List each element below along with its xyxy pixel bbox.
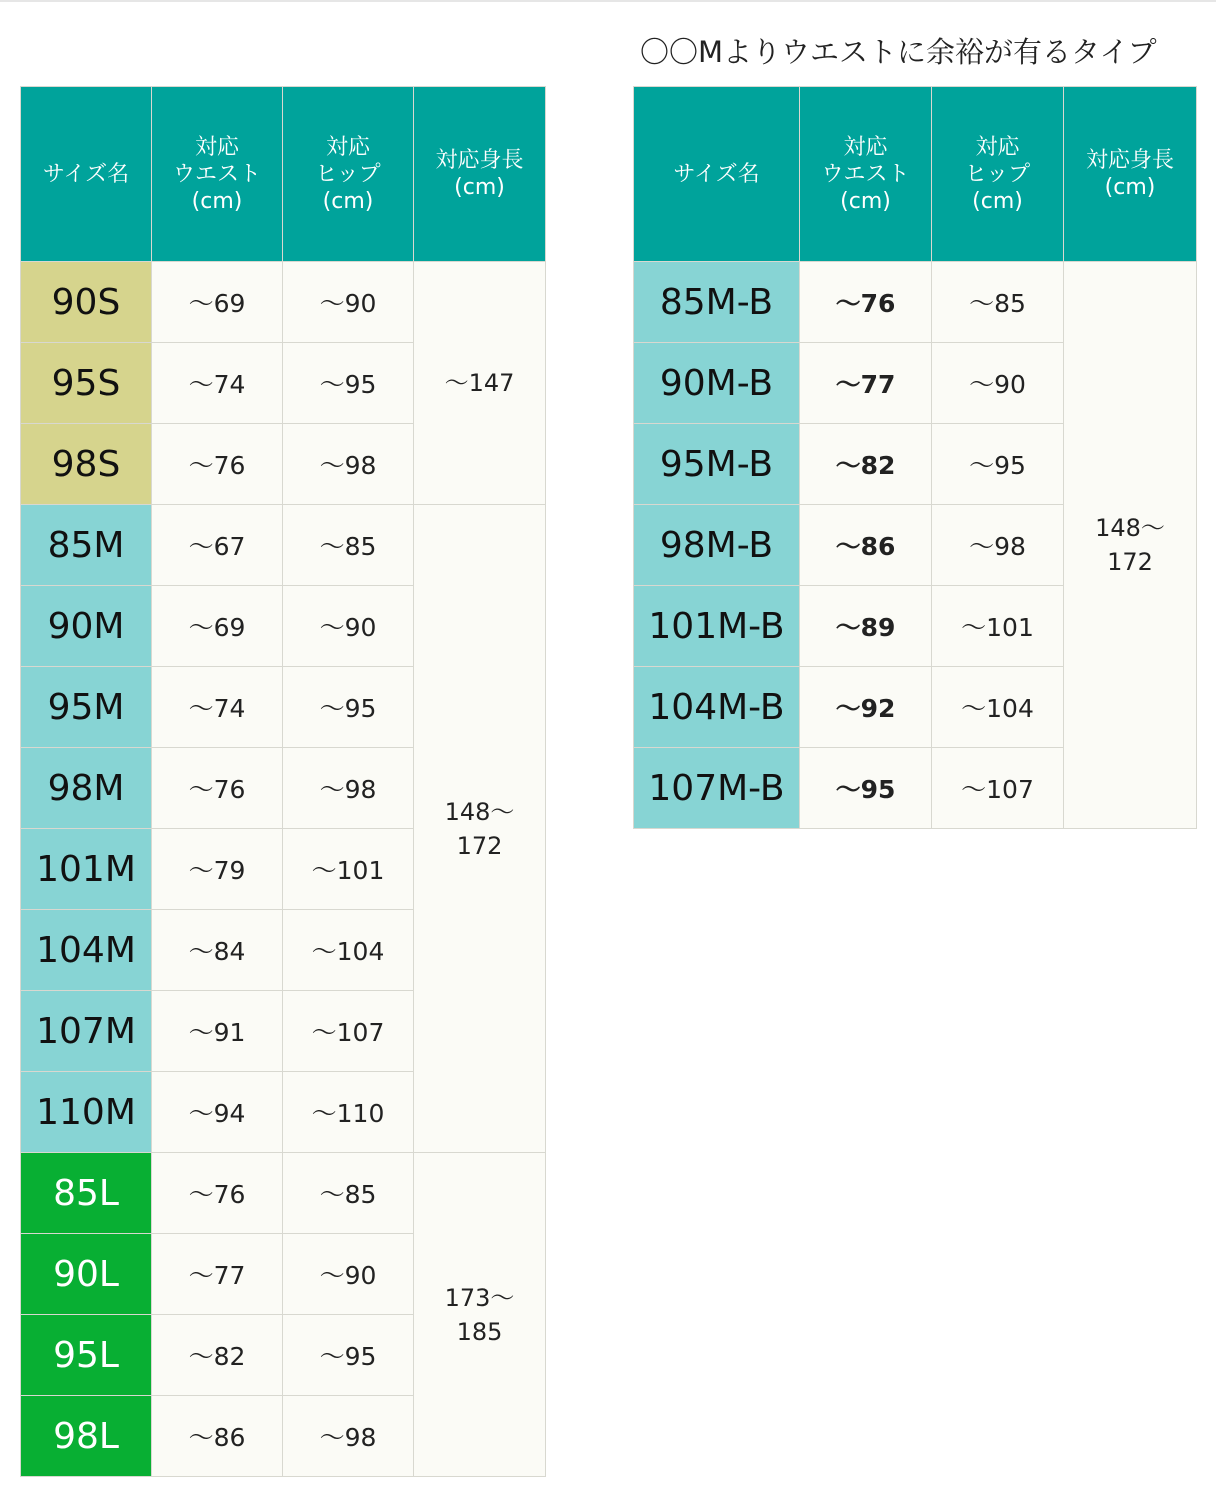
waist-header-line: (cm): [840, 188, 891, 214]
waist-header-line: ウエスト: [172, 161, 261, 187]
size-name-cell: 98L: [21, 1396, 152, 1477]
hip-cell: 〜90: [283, 262, 414, 343]
height-header-line: 対応身長: [1085, 148, 1174, 173]
size-name-header: [21, 87, 152, 262]
hip-cell: 〜85: [283, 505, 414, 586]
header-row: [21, 87, 546, 262]
hip-header-line: 対応: [325, 134, 370, 160]
height-range-cell: [414, 262, 546, 505]
waist-cell: 〜76: [152, 424, 283, 505]
height-range-line: 173〜: [444, 1283, 515, 1312]
height-range-cell: [414, 505, 546, 1153]
waist-cell: 〜82: [152, 1315, 283, 1396]
height-header: [1064, 87, 1197, 262]
hip-header-line: (cm): [972, 188, 1023, 214]
table-row: [21, 505, 546, 586]
waist-header: [152, 87, 283, 262]
hip-header: [932, 87, 1064, 262]
size-chart-b-type: [633, 86, 1197, 829]
hip-cell: 〜107: [283, 991, 414, 1072]
waist-cell: 〜82: [800, 424, 932, 505]
hip-cell: 〜95: [283, 343, 414, 424]
hip-cell: 〜90: [932, 343, 1064, 424]
size-name-cell: 104M: [21, 910, 152, 991]
height-range-line: 172: [1107, 548, 1153, 576]
hip-cell: 〜107: [932, 748, 1064, 829]
waist-cell: 〜69: [152, 262, 283, 343]
size-header-line: サイズ名: [673, 161, 760, 187]
height-range-line: 148〜: [1095, 514, 1165, 542]
size-name-cell: 85L: [21, 1153, 152, 1234]
size-name-cell: 90M-B: [634, 343, 800, 424]
size-name-cell: 85M: [21, 505, 152, 586]
waist-cell: 〜67: [152, 505, 283, 586]
size-name-cell: 98S: [21, 424, 152, 505]
hip-cell: 〜90: [283, 586, 414, 667]
height-range-line: 148〜: [444, 797, 515, 826]
height-header-line: (cm): [454, 175, 505, 200]
waist-cell: 〜92: [800, 667, 932, 748]
height-header-line: (cm): [1104, 175, 1156, 200]
waist-header-line: 対応: [194, 134, 239, 160]
hip-cell: 〜95: [283, 1315, 414, 1396]
size-name-cell: 101M-B: [634, 586, 800, 667]
hip-header: [283, 87, 414, 262]
hip-cell: 〜98: [283, 1396, 414, 1477]
hip-cell: 〜104: [283, 910, 414, 991]
table-row: [634, 262, 1197, 343]
waist-cell: 〜74: [152, 667, 283, 748]
size-name-cell: 107M: [21, 991, 152, 1072]
waist-cell: 〜69: [152, 586, 283, 667]
waist-cell: 〜77: [800, 343, 932, 424]
height-header: [414, 87, 546, 262]
hip-cell: 〜90: [283, 1234, 414, 1315]
size-name-cell: 95M-B: [634, 424, 800, 505]
size-rows: [21, 262, 546, 1477]
hip-cell: 〜110: [283, 1072, 414, 1153]
height-range-line: 172: [456, 831, 503, 860]
size-name-cell: 98M: [21, 748, 152, 829]
hip-cell: 〜104: [932, 667, 1064, 748]
waist-header-line: 対応: [843, 134, 888, 160]
table-row: [21, 262, 546, 343]
size-name-header: [634, 87, 800, 262]
size-header-line: サイズ名: [42, 161, 130, 187]
hip-cell: 〜95: [932, 424, 1064, 505]
waist-cell: 〜76: [152, 748, 283, 829]
hip-header-line: ヒップ: [315, 161, 381, 187]
hip-cell: 〜95: [283, 667, 414, 748]
waist-cell: 〜89: [800, 586, 932, 667]
hip-cell: 〜85: [283, 1153, 414, 1234]
size-name-cell: 101M: [21, 829, 152, 910]
waist-cell: 〜84: [152, 910, 283, 991]
size-name-cell: 90M: [21, 586, 152, 667]
size-name-cell: 104M-B: [634, 667, 800, 748]
waist-cell: 〜79: [152, 829, 283, 910]
waist-header: [800, 87, 932, 262]
hip-header-line: 対応: [975, 134, 1020, 160]
size-name-cell: 98M-B: [634, 505, 800, 586]
height-range-cell: [1064, 262, 1197, 829]
size-name-cell: 95S: [21, 343, 152, 424]
table-row: [21, 1153, 546, 1234]
size-name-cell: 95L: [21, 1315, 152, 1396]
waist-note: 〇〇Mよりウエストに余裕が有るタイプ: [640, 35, 1157, 69]
waist-cell: 〜95: [800, 748, 932, 829]
hip-cell: 〜85: [932, 262, 1064, 343]
size-name-cell: 90L: [21, 1234, 152, 1315]
hip-cell: 〜101: [932, 586, 1064, 667]
top-divider: [0, 0, 1216, 2]
size-name-cell: 95M: [21, 667, 152, 748]
waist-cell: 〜91: [152, 991, 283, 1072]
hip-cell: 〜98: [283, 424, 414, 505]
waist-cell: 〜86: [152, 1396, 283, 1477]
hip-cell: 〜98: [932, 505, 1064, 586]
size-name-cell: 90S: [21, 262, 152, 343]
waist-header-line: (cm): [191, 188, 243, 214]
hip-cell: 〜101: [283, 829, 414, 910]
waist-cell: 〜77: [152, 1234, 283, 1315]
hip-header-line: (cm): [322, 188, 374, 214]
height-range-line: 185: [456, 1317, 503, 1346]
size-name-cell: 85M-B: [634, 262, 800, 343]
size-rows: [634, 262, 1197, 829]
size-name-cell: 107M-B: [634, 748, 800, 829]
waist-cell: 〜94: [152, 1072, 283, 1153]
header-row: [634, 87, 1197, 262]
size-name-cell: 110M: [21, 1072, 152, 1153]
height-header-line: 対応身長: [435, 148, 524, 173]
waist-header-line: ウエスト: [821, 161, 910, 187]
height-range-cell: [414, 1153, 546, 1477]
waist-cell: 〜76: [800, 262, 932, 343]
waist-cell: 〜74: [152, 343, 283, 424]
waist-cell: 〜76: [152, 1153, 283, 1234]
waist-cell: 〜86: [800, 505, 932, 586]
hip-cell: 〜98: [283, 748, 414, 829]
hip-header-line: ヒップ: [964, 161, 1031, 187]
size-chart-standard: [20, 86, 546, 1477]
height-range-line: 〜147: [444, 369, 515, 397]
